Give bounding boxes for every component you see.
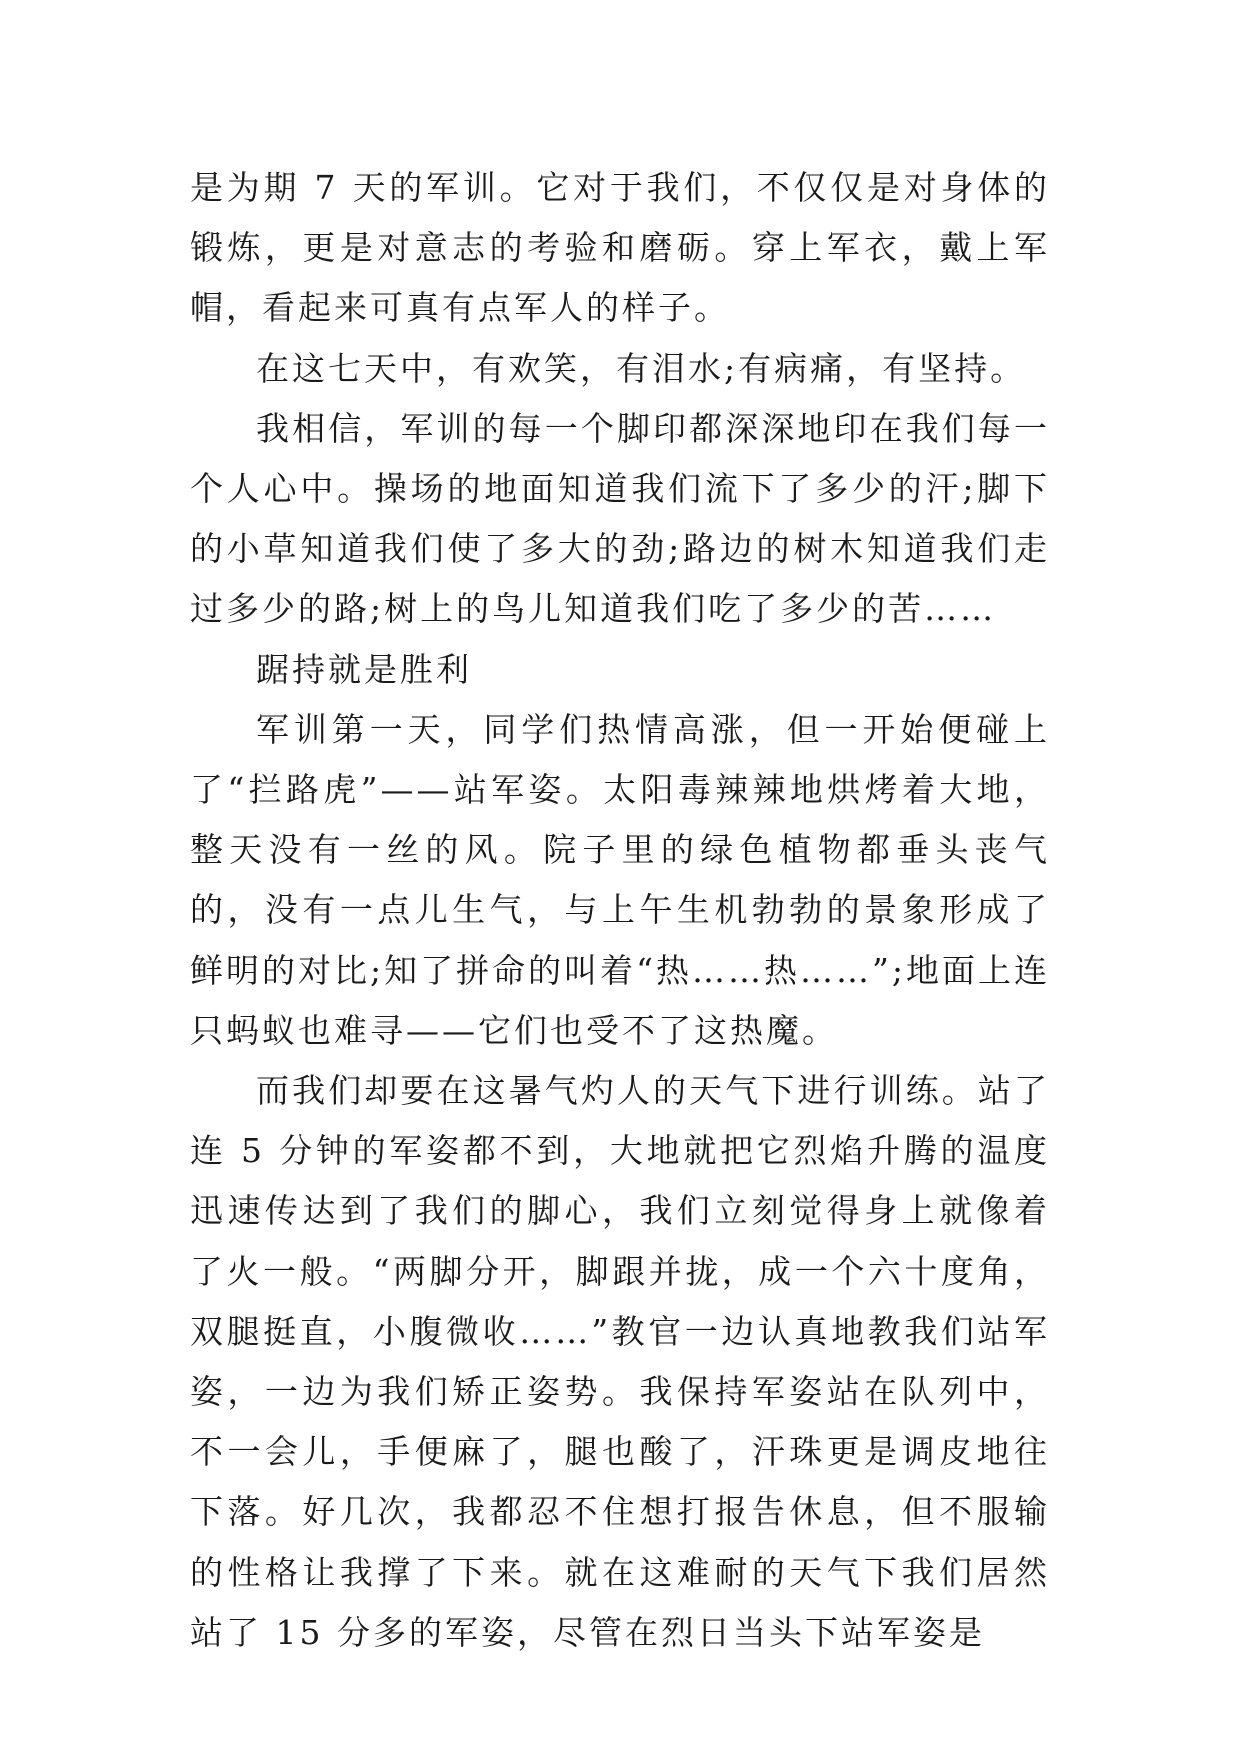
paragraph-4: 军训第一天，同学们热情高涨，但一开始便碰上了“拦路虎”——站军姿。太阳毒辣辣地烘烤着大地，整天没有一丝的风。院子里的绿色植物都垂头丧气的，没有一点儿生气，与上午生机勃勃的景象形成了鲜明的对比;知了拼命的叫着“热……热……”;地面上连只蚂蚁也难寻——它们也受不了这热魔。 [190,709,1050,1050]
paragraph-5: 而我们却要在这暑气灼人的天气下进行训练。站了连 5 分钟的军姿都不到，大地就把它烈焰升腾的温度迅速传达到了我们的脚心，我们立刻觉得身上就像着了火一般。“两脚分开，脚跟并拢，成一个六十度角，双腿挺直，小腹微收……”教官一边认真地教我们站军姿，一边为我们矫正姿势。我保持军姿站在队列中，不一会儿，手便麻了，腿也酸了，汗珠更是调皮地往下落。好几次，我都忍不住想打报告休息，但不服输的性格让我撑了下来。就在这难耐的天气下我们居然站了 15 分多的军姿，尽管在烈日当头下站军姿是 [190,1071,1050,1652]
body-text [190,158,1050,1663]
paragraph-2: 在这七天中，有欢笑，有泪水;有病痛，有坚持。 [256,348,1027,388]
paragraph-1: 是为期 7 天的军训。它对于我们，不仅仅是对身体的锻炼，更是对意志的考验和磨砺。穿上军衣，戴上军帽，看起来可真有点军人的样子。 [190,168,1050,328]
paragraph-3: 我相信，军训的每一个脚印都深深地印在我们每一个人心中。操场的地面知道我们流下了多少的汗;脚下的小草知道我们使了多大的劲;路边的树木知道我们走过多少的路;树上的鸟儿知道我们吃了多少的苦…… [190,408,1050,629]
section-heading: 踞持就是胜利 [256,649,472,689]
